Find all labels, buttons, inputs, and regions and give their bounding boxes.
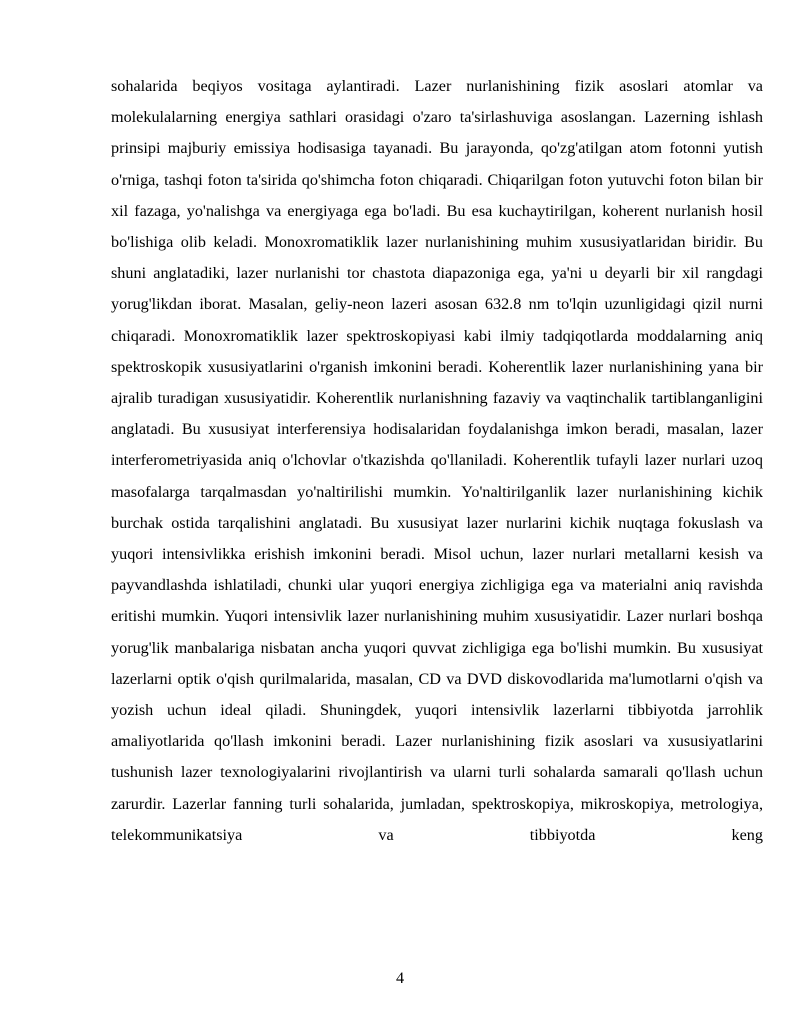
- page-number: 4: [395, 969, 405, 987]
- body-paragraph: sohalarida beqiyos vositaga aylantiradi. Lazer nurlanishining fizik asoslari atomlar va molekulalarning energiya sathlari orasidagi o'zaro ta'sirlashuviga asoslangan. Lazerning ishlash prinsipi majburiy emissiya hodisasiga tayanadi. Bu jarayonda, qo'zg'atilgan atom fotonni yutish o'rniga, tashqi foton ta'sirida qo'shimcha foton chiqaradi. Chiqarilgan foton yutuvchi foton bilan bir xil fazaga, yo'nalishga va energiyaga ega bo'ladi. Bu esa kuchaytirilgan, koherent nurlanish hosil bo'lishiga olib keladi. Monoxromatiklik lazer nurlanishining muhim xususiyatlaridan biridir. Bu shuni anglatadiki, lazer nurlanishi tor chastota diapazoniga ega, ya'ni u deyarli bir xil rangdagi yorug'likdan iborat. Masalan, geliy-neon lazeri asosan 632.8 nm to'lqin uzunligidagi qizil nurni chiqaradi. Monoxromatiklik lazer spektroskopiyasi kabi ilmiy tadqiqotlarda moddalarning aniq spektroskopik xususiyatlarini o'rganish imkonini beradi. Koherentlik lazer nurlanishining yana bir ajralib turadigan xususiyatidir. Koherentlik nurlanishning fazaviy va vaqtinchalik tartiblanganligini anglatadi. Bu xususiyat interferensiya hodisalaridan foydalanishga imkon beradi, masalan, lazer interferometriyasida aniq o'lchovlar o'tkazishda qo'llaniladi. Koherentlik tufayli lazer nurlari uzoq masofalarga tarqalmasdan yo'naltirilishi mumkin. Yo'naltirilganlik lazer nurlanishining kichik burchak ostida tarqalishini anglatadi. Bu xususiyat lazer nurlarini kichik nuqtaga fokuslash va yuqori intensivlikka erishish imkonini beradi. Misol uchun, lazer nurlari metallarni kesish va payvandlashda ishlatiladi, chunki ular yuqori energiya zichligiga ega va materialni aniq ravishda eritishi mumkin. Yuqori intensivlik lazer nurlanishining muhim xususiyatidir. Lazer nurlari boshqa yorug'lik manbalariga nisbatan ancha yuqori quvvat zichligiga ega bo'lishi mumkin. Bu xususiyat lazerlarni optik o'qish qurilmalarida, masalan, CD va DVD diskovodlarida ma'lumotlarni o'qish va yozish uchun ideal qiladi. Shuningdek, yuqori intensivlik lazerlarni tibbiyotda jarrohlik amaliyotlarida qo'llash imkonini beradi. Lazer nurlanishining fizik asoslari va xususiyatlarini tushunish lazer texnologiyalarini rivojlantirish va ularni turli sohalarda samarali qo'llash uchun zarurdir. Lazerlar fanning turli sohalarida, jumladan, spektroskopiya, mikroskopiya, metrologiya, telekommunikatsiya va tibbiyotda keng: [111, 77, 763, 844]
